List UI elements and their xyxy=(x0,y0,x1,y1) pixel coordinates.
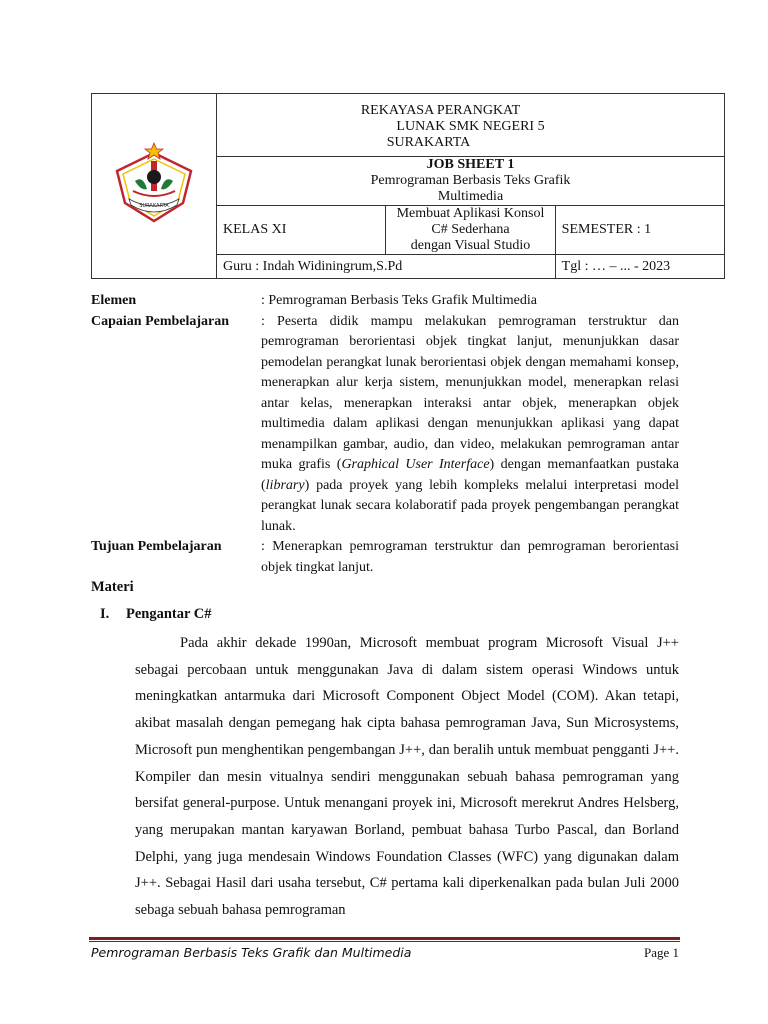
document-header-table xyxy=(91,93,725,279)
section-title: Pengantar C# xyxy=(126,606,212,622)
job-sheet-title: JOB SHEET 1 xyxy=(426,157,515,172)
elemen-row xyxy=(91,291,679,312)
jobsheet-cell xyxy=(217,157,725,206)
materi-heading: Materi xyxy=(91,579,134,595)
tujuan-value: : Menerapkan pemrograman terstruktur dan pemrograman berorientasi objek tingkat lanjut. xyxy=(261,539,679,575)
section-number: I. xyxy=(100,606,110,622)
title-line-2: LUNAK SMK NEGERI 5 xyxy=(396,119,545,134)
topic-line-1: Membuat Aplikasi Konsol C# Sederhana xyxy=(396,206,545,237)
topic-cell xyxy=(386,206,555,255)
capaian-label: Capaian Pembelajaran xyxy=(91,313,230,329)
guru-cell: Guru : Indah Widiningrum,S.Pd xyxy=(217,255,556,279)
subject-line-2: Multimedia xyxy=(437,189,504,204)
capaian-text-3: ) pada proyek yang lebih kompleks melalui interpretasi model perangkat lunak secara kolaboratif pada proyek pengembangan perangkat lunak. xyxy=(261,477,679,534)
capaian-gui-term: Graphical User Interface xyxy=(341,457,490,472)
footer-rule-thick xyxy=(89,937,680,940)
capaian-library-term: library xyxy=(265,477,305,493)
topic-line-2: dengan Visual Studio xyxy=(410,238,531,253)
semester-cell: SEMESTER : 1 xyxy=(555,206,724,255)
section-heading xyxy=(100,606,212,623)
title-cell xyxy=(217,94,725,157)
footer-course-title: Pemrograman Berbasis Teks Grafik dan Multimedia xyxy=(91,945,412,960)
footer-rule-thin xyxy=(89,941,680,942)
subject-line-1: Pemrograman Berbasis Teks Grafik xyxy=(370,173,571,188)
body-paragraph: Pada akhir dekade 1990an, Microsoft membuat program Microsoft Visual J++ sebagai percobaan untuk menggunakan Java di dalam sistem operasi Windows untuk meningkatkan antarmuka dari Microsoft Component Object Model (COM). Akan tetapi, akibat masalah dengan pemegang hak cipta bahasa pemrograman Java, Sun Microsystems, Microsoft pun menghentikan pengembangan J++, dan beralih untuk membuat pengganti J++. Kompiler dan mesin vitualnya sendiri menggunakan sebuah bahasa pemrograman yang bersifat general-purpose. Untuk menangani proyek ini, Microsoft merekrut Andres Helsberg, yang merupakan mantan karyawan Borland, pembuat bahasa Turbo Pascal, dan Borland Delphi, yang juga mendesain Windows Foundation Classes (WFC) yang digunakan dalam J++. Sebagai Hasil dari usaha tersebut, C# pertama kali diperkenalkan pada bulan Juli 2000 sebaga sebuah bahasa pemrograman xyxy=(135,635,679,919)
learning-metadata xyxy=(91,291,679,578)
tujuan-label: Tujuan Pembelajaran xyxy=(91,539,222,554)
capaian-text-1: : Peserta didik mampu melakukan pemrograman terstruktur dan pemrograman berorientasi objek tingkat lanjut, menunjukkan dasar pemodelan perangkat lunak berorientasi objek dengan memahami konsep, menerapkan alur kerja sistem, menunjukkan model, menerapkan relasi antar kelas, menerapkan interaksi antar objek, menerapkan objek multimedia dalam aplikasi dengan menunjukkan aplikasi yang dapat menampilkan gambar, audio, dan video, melakukan pemrograman antar muka grafis ( xyxy=(261,313,679,472)
logo-cell xyxy=(92,94,217,279)
capaian-text-2: ) dengan memanfaatkan pustaka ( xyxy=(261,457,679,493)
elemen-label: Elemen xyxy=(91,293,137,308)
tujuan-row xyxy=(91,537,679,578)
title-line-1: REKAYASA PERANGKAT xyxy=(360,103,521,118)
capaian-row xyxy=(91,312,679,538)
logo-text: SURAKARTA xyxy=(139,202,169,209)
capaian-value xyxy=(261,312,679,538)
title-line-3: SURAKARTA xyxy=(386,135,471,150)
tanggal-cell: Tgl : … – ... - 2023 xyxy=(555,255,724,279)
elemen-value: : Pemrograman Berbasis Teks Grafik Multimedia xyxy=(261,293,537,308)
page-number: Page 1 xyxy=(643,945,679,960)
kelas-cell: KELAS XI xyxy=(217,206,386,255)
school-logo-icon xyxy=(113,141,195,227)
